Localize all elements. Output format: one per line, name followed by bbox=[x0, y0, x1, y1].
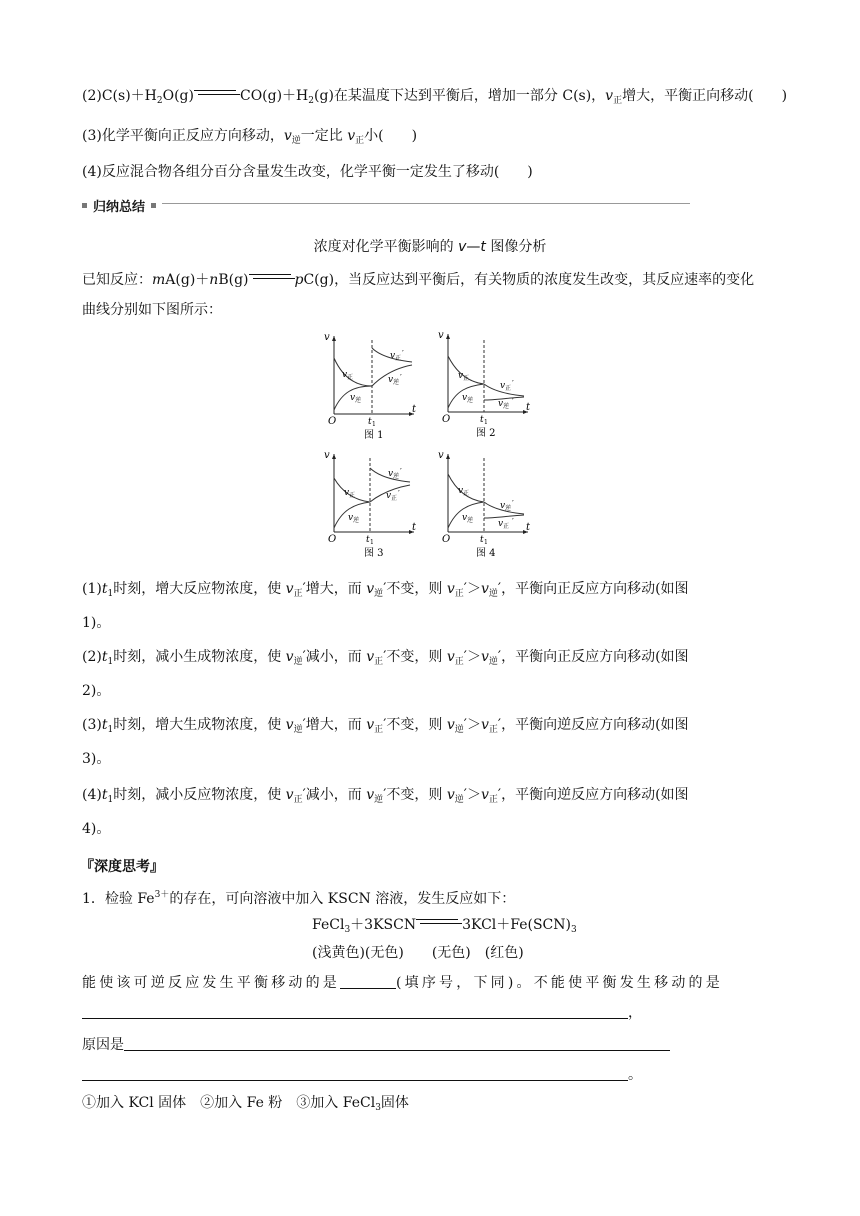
y-arrow-icon bbox=[332, 336, 336, 341]
y-arrow-icon bbox=[446, 334, 450, 339]
label-v-zheng-sub: 正 bbox=[463, 375, 470, 382]
analysis-title: 浓度对化学平衡影响的 v—t 图像分析 bbox=[313, 239, 547, 255]
bullet-square-icon bbox=[82, 203, 87, 208]
summary-heading: 归纳总结 bbox=[82, 196, 156, 215]
fill-line-1: 能使该可逆反应发生平衡移动的是 (填序号，下同)。不能使平衡发生移动的是 bbox=[82, 975, 723, 991]
reason-line-2: 。 bbox=[82, 1066, 642, 1084]
analysis-intro: 已知反应：mA(g)＋nB(g) pC(g)，当反应达到平衡后，有关物质的浓度发生改变，其反应速率的变化 bbox=[82, 272, 755, 288]
case-2-wrap: 2)。 bbox=[82, 683, 111, 699]
prime-mark: ′ bbox=[400, 373, 402, 382]
t1-label: t bbox=[480, 535, 484, 545]
y-axis-label: v bbox=[324, 332, 330, 343]
figure-1-caption: 图 1 bbox=[364, 430, 384, 441]
figure-3-chart bbox=[318, 448, 424, 560]
x-axis-label: t bbox=[412, 404, 417, 415]
case-3-wrap: 3)。 bbox=[82, 751, 111, 767]
v-reverse-prime-curve bbox=[484, 397, 524, 400]
origin-label: O bbox=[328, 534, 337, 545]
case-1: $(1)t_1$时刻，增大反应物浓度，使 $v_正'$增大，而 $v_逆'$不变，则 $v_正'>v_逆'$，平衡向正反应方向移动(如图 bbox=[82, 581, 689, 599]
bullet-square-icon bbox=[151, 203, 156, 208]
question-2: $(2)C(s)+H_2O(g)$ $CO(g)+H_2(g)$在某温度下达到平衡后，增加一部分 C(s)，$v_正$增大，平衡正向移动( ) bbox=[82, 88, 788, 106]
origin-label: O bbox=[442, 414, 451, 425]
t1-subscript: 1 bbox=[370, 539, 374, 546]
y-axis-label: v bbox=[438, 450, 444, 461]
figure-4-caption: 图 4 bbox=[476, 548, 496, 559]
case-2: $(2)t_1$时刻，减小生成物浓度，使 $v_逆'$减小，而 $v_正'$不变，则 $v_正'>v_逆'$，平衡向正反应方向移动(如图 bbox=[82, 649, 689, 667]
t1-label: t bbox=[368, 417, 372, 427]
figure-2-caption: 图 2 bbox=[476, 428, 496, 439]
prime-mark: ′ bbox=[512, 499, 514, 508]
case-4-wrap: 4)。 bbox=[82, 821, 111, 837]
figure-3-caption: 图 3 bbox=[364, 548, 384, 559]
label-v-ni-prime: v bbox=[388, 375, 394, 385]
label-v-ni-prime: v bbox=[500, 501, 506, 511]
question-4: (4)反应混合物各组分百分含量发生改变，化学平衡一定发生了移动( ) bbox=[82, 164, 533, 180]
label-v-zheng-sub: 正 bbox=[347, 374, 354, 381]
deep-think-heading: 『深度思考』 bbox=[80, 859, 164, 875]
y-arrow-icon bbox=[332, 454, 336, 459]
case-1-wrap: 1)。 bbox=[82, 615, 111, 631]
v-forward-curve bbox=[334, 358, 372, 386]
origin-label: O bbox=[328, 416, 337, 427]
label-v-zheng-sub: 正 bbox=[463, 490, 470, 497]
analysis-intro-2: 曲线分别如下图所示： bbox=[82, 302, 222, 318]
color-annotations: (浅黄色)(无色) (无色) (红色) bbox=[312, 945, 524, 961]
x-axis-label: t bbox=[526, 402, 531, 413]
origin-label: O bbox=[442, 534, 451, 545]
label-v-zheng-prime: v bbox=[386, 491, 392, 501]
reaction-equation: FeCl$_3$＋3KSCN $3KCl+Fe(SCN)_3$ bbox=[312, 917, 577, 935]
case-3: $(3)t_1$时刻，增大生成物浓度，使 $v_逆'$增大，而 $v_正'$不变，则 $v_逆'>v_正'$，平衡向逆反应方向移动(如图 bbox=[82, 717, 689, 735]
label-v-ni-prime-sub: 逆 bbox=[505, 505, 512, 512]
prime-mark: ′ bbox=[512, 517, 514, 526]
figure-2-chart bbox=[432, 328, 538, 440]
x-axis-label: t bbox=[526, 522, 531, 533]
answer-blank-2[interactable] bbox=[82, 1018, 628, 1019]
deep-q1: 1．检验 $Fe^{3+}$的存在，可向溶液中加入 KSCN 溶液，发生反应如下： bbox=[82, 890, 516, 907]
label-v-zheng-prime: v bbox=[500, 381, 506, 391]
label-v-zheng-prime: v bbox=[390, 351, 396, 361]
fill-line-2: ， bbox=[82, 1004, 642, 1022]
y-axis-label: v bbox=[438, 330, 444, 341]
prime-mark: ′ bbox=[398, 489, 400, 498]
v-forward-prime-curve bbox=[484, 515, 524, 518]
x-axis-label: t bbox=[412, 522, 417, 533]
t1-label: t bbox=[366, 535, 370, 545]
t1-subscript: 1 bbox=[484, 419, 488, 426]
reversible-arrow-icon bbox=[194, 88, 240, 98]
case-4: $(4)t_1$时刻，减小反应物浓度，使 $v_正'$减小，而 $v_逆'$不变，则 $v_逆'>v_正'$，平衡向逆反应方向移动(如图 bbox=[82, 787, 689, 805]
label-v-ni-sub: 逆 bbox=[467, 517, 474, 524]
label-v-ni-prime-sub: 逆 bbox=[503, 403, 510, 410]
label-v-ni: v bbox=[350, 393, 356, 403]
prime-mark: ′ bbox=[402, 349, 404, 358]
label-v-ni-sub: 逆 bbox=[467, 397, 474, 404]
figure-4-chart bbox=[432, 448, 538, 560]
y-axis-label: v bbox=[324, 450, 330, 461]
label-v-zheng: v bbox=[458, 371, 464, 381]
options-line: ①加入 KCl 固体 ②加入 Fe 粉 ③加入 FeCl$_3$固体 bbox=[82, 1095, 409, 1113]
label-v-zheng-prime-sub: 正 bbox=[503, 523, 510, 530]
label-v-zheng: v bbox=[344, 488, 350, 498]
question-3: (3)化学平衡向正反应方向移动，$v_逆$一定比 $v_正$小( ) bbox=[82, 128, 418, 146]
prime-mark: ′ bbox=[512, 397, 514, 406]
t1-subscript: 1 bbox=[484, 539, 488, 546]
label-v-ni: v bbox=[348, 513, 354, 523]
prime-mark: ′ bbox=[400, 467, 402, 476]
label-v-zheng: v bbox=[342, 370, 348, 380]
t1-label: t bbox=[480, 415, 484, 425]
label-v-ni: v bbox=[462, 393, 468, 403]
label-v-ni-prime-sub: 逆 bbox=[393, 379, 400, 386]
prime-mark: ′ bbox=[512, 379, 514, 388]
label-v-zheng: v bbox=[458, 486, 464, 496]
label-v-zheng-sub: 正 bbox=[349, 492, 356, 499]
divider bbox=[162, 203, 690, 204]
label-v-ni-prime: v bbox=[388, 469, 394, 479]
label-v-zheng-prime-sub: 正 bbox=[395, 355, 402, 362]
label-v-zheng-prime: v bbox=[498, 519, 504, 529]
answer-blank-1[interactable] bbox=[340, 988, 396, 989]
reason-line: 原因是 bbox=[82, 1036, 670, 1054]
answer-blank-3[interactable] bbox=[124, 1050, 670, 1051]
v-forward-curve bbox=[448, 474, 484, 502]
answer-blank-4[interactable] bbox=[82, 1080, 628, 1081]
label-v-zheng-prime-sub: 正 bbox=[505, 385, 512, 392]
label-v-ni: v bbox=[462, 513, 468, 523]
t1-subscript: 1 bbox=[372, 421, 376, 428]
label-v-ni-prime: v bbox=[498, 399, 504, 409]
label-v-ni-sub: 逆 bbox=[355, 397, 362, 404]
label-v-ni-prime-sub: 逆 bbox=[393, 473, 400, 480]
y-arrow-icon bbox=[446, 454, 450, 459]
reversible-arrow-icon bbox=[416, 917, 462, 927]
label-v-ni-sub: 逆 bbox=[353, 517, 360, 524]
reversible-arrow-icon bbox=[249, 272, 295, 282]
figure-1-chart bbox=[318, 330, 424, 442]
label-v-zheng-prime-sub: 正 bbox=[391, 495, 398, 502]
